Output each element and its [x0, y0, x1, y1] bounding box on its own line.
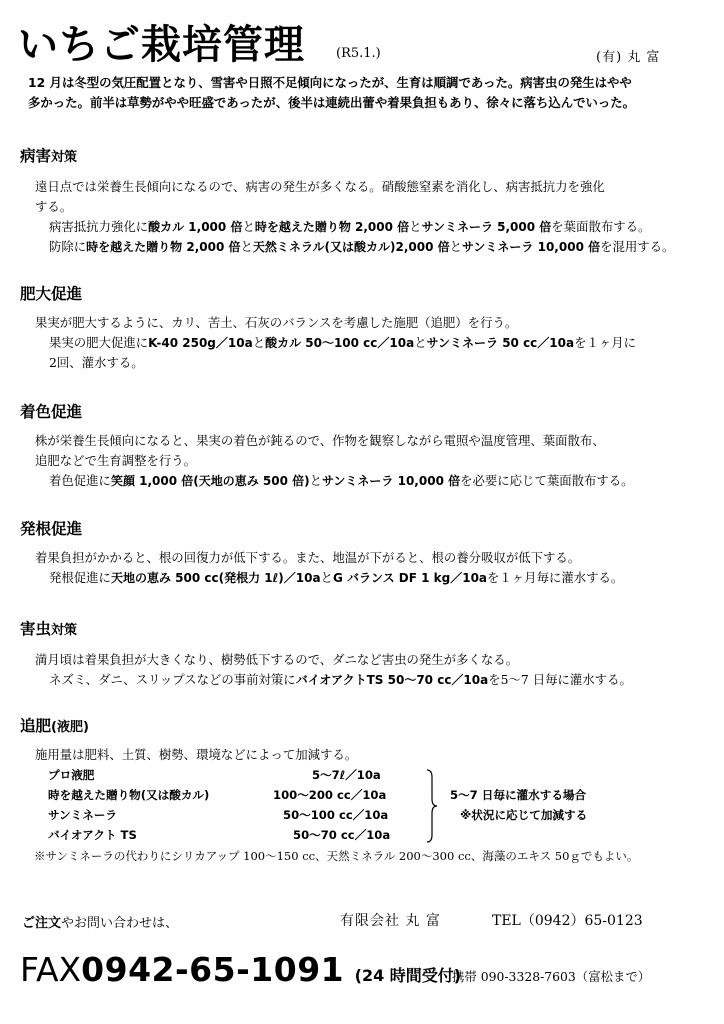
intro-line: 多かった。前半は草勢がやや旺盛であったが、後半は連続出蕾や着果負担もあり、徐々に落ち込んでいった。 — [28, 95, 636, 110]
fax-hours: (24 時間受付) — [354, 966, 462, 985]
mobile-number: 携帯 090-3328-7603（富松まで） — [452, 969, 651, 984]
fax-label: FAX — [20, 950, 82, 989]
fertilizer-amount: 5〜7ℓ／10a — [312, 768, 381, 782]
issue-date: (R5.1.) — [336, 46, 381, 61]
page-title: いちご栽培管理 — [18, 22, 305, 68]
paragraph-line: 満月頃は着果負担が大きくなり、樹勢低下するので、ダニなど害虫の発生が多くなる。 — [35, 652, 518, 667]
section-pest — [20, 618, 710, 690]
intro-paragraph — [28, 73, 708, 113]
fertilizer-name: サンミネーラ — [48, 808, 117, 822]
section-rooting — [20, 518, 710, 588]
paragraph-line: 追肥などで生育調整を行う。 — [35, 453, 197, 468]
section-heading: 追肥(液肥) — [20, 717, 89, 735]
fertilizer-name: プロ液肥 — [48, 768, 95, 782]
paragraph-line: 着色促進に笑顔 1,000 倍(天地の恵み 500 倍)とサンミネーラ 10,000 倍を必要に応じて葉面散布する。 — [49, 473, 634, 488]
section-topdressing — [20, 715, 710, 765]
paragraph-line: 株が栄養生長傾向になると、果実の着色が鈍るので、作物を観察しながら電照や温度管理、葉面散布、 — [35, 433, 605, 448]
company-name: 有限会社 丸 富 — [340, 913, 441, 929]
fax-number: 0942-65-1091 — [81, 950, 345, 989]
intro-line: 12 月は冬型の気圧配置となり、雪害や日照不足傾向になったが、生育は順調であった。病害虫の発生はやや — [28, 75, 632, 90]
section-disease — [20, 145, 710, 257]
order-text: ご注文やお問い合わせは、 — [22, 916, 179, 931]
section-heading: 病害対策 — [20, 147, 78, 165]
paragraph-line: 病害抵抗力強化に酸カル 1,000 倍と時を越えた贈り物 2,000 倍とサンミネーラ 5,000 倍を葉面散布する。 — [49, 219, 651, 234]
section-fruit-enlargement — [20, 283, 710, 373]
application-note: ※状況に応じて加減する — [460, 808, 588, 822]
paragraph-line: 着果負担がかかると、根の回復力が低下する。また、地温が下がると、根の養分吸収が低下する。 — [35, 550, 581, 565]
phone-number: TEL（0942）65-0123 — [492, 913, 643, 929]
paragraph-line: 2回、灌水する。 — [49, 355, 144, 370]
paragraph-line: ネズミ、ダニ、スリップスなどの事前対策にバイオアクトTS 50〜70 cc／10aを5〜7 日毎に灌水する。 — [49, 672, 632, 687]
fertilizer-table — [48, 767, 668, 845]
fertilizer-amount: 50〜70 cc／10a — [293, 828, 391, 842]
paragraph-line: 発根促進に天地の恵み 500 cc(発根力 1ℓ)／10aとG バランス DF 1 kg／10aを１ヶ月毎に灌水する。 — [49, 570, 624, 585]
company-short-name: (有) 丸 富 — [596, 50, 661, 65]
paragraph-line: する。 — [35, 199, 73, 214]
paragraph-line: 遠日点では栄養生長傾向になるので、病害の発生が多くなる。硝酸態窒素を消化し、病害抵抗力を強化 — [35, 179, 605, 194]
application-note: 5〜7 日毎に灌水する場合 — [450, 788, 587, 802]
section-heading: 肥大促進 — [20, 285, 83, 303]
section-heading: 発根促進 — [20, 520, 83, 538]
paragraph-line: 果実が肥大するように、カリ、苦土、石灰のバランスを考慮した施肥（追肥）を行う。 — [35, 315, 518, 330]
header — [18, 20, 708, 70]
paragraph-line: 防除に時を越えた贈り物 2,000 倍と天然ミネラル(又は酸カル)2,000 倍とサンミネーラ 10,000 倍を混用する。 — [49, 239, 675, 254]
footnote: ※サンミネーラの代わりにシリカアップ 100〜150 cc、天然ミネラル 200〜300 cc、海藻のエキス 50ｇでもよい。 — [34, 849, 639, 863]
paragraph-line: 施用量は肥料、土質、樹勢、環境などによって加減する。 — [35, 747, 358, 762]
section-heading: 着色促進 — [20, 403, 83, 421]
fax-line — [20, 948, 461, 998]
fertilizer-amount: 100〜200 cc／10a — [273, 788, 387, 802]
fertilizer-name: バイオアクト TS — [48, 828, 137, 842]
section-coloring — [20, 401, 710, 491]
brace-icon — [426, 769, 438, 843]
section-heading: 害虫対策 — [20, 620, 78, 638]
fertilizer-amount: 50〜100 cc／10a — [283, 808, 389, 822]
paragraph-line: 果実の肥大促進にK-40 250g／10aと酸カル 50〜100 cc／10aとサンミネーラ 50 cc／10aを１ヶ月に — [49, 335, 637, 350]
fertilizer-name: 時を越えた贈り物(又は酸カル) — [48, 788, 210, 802]
